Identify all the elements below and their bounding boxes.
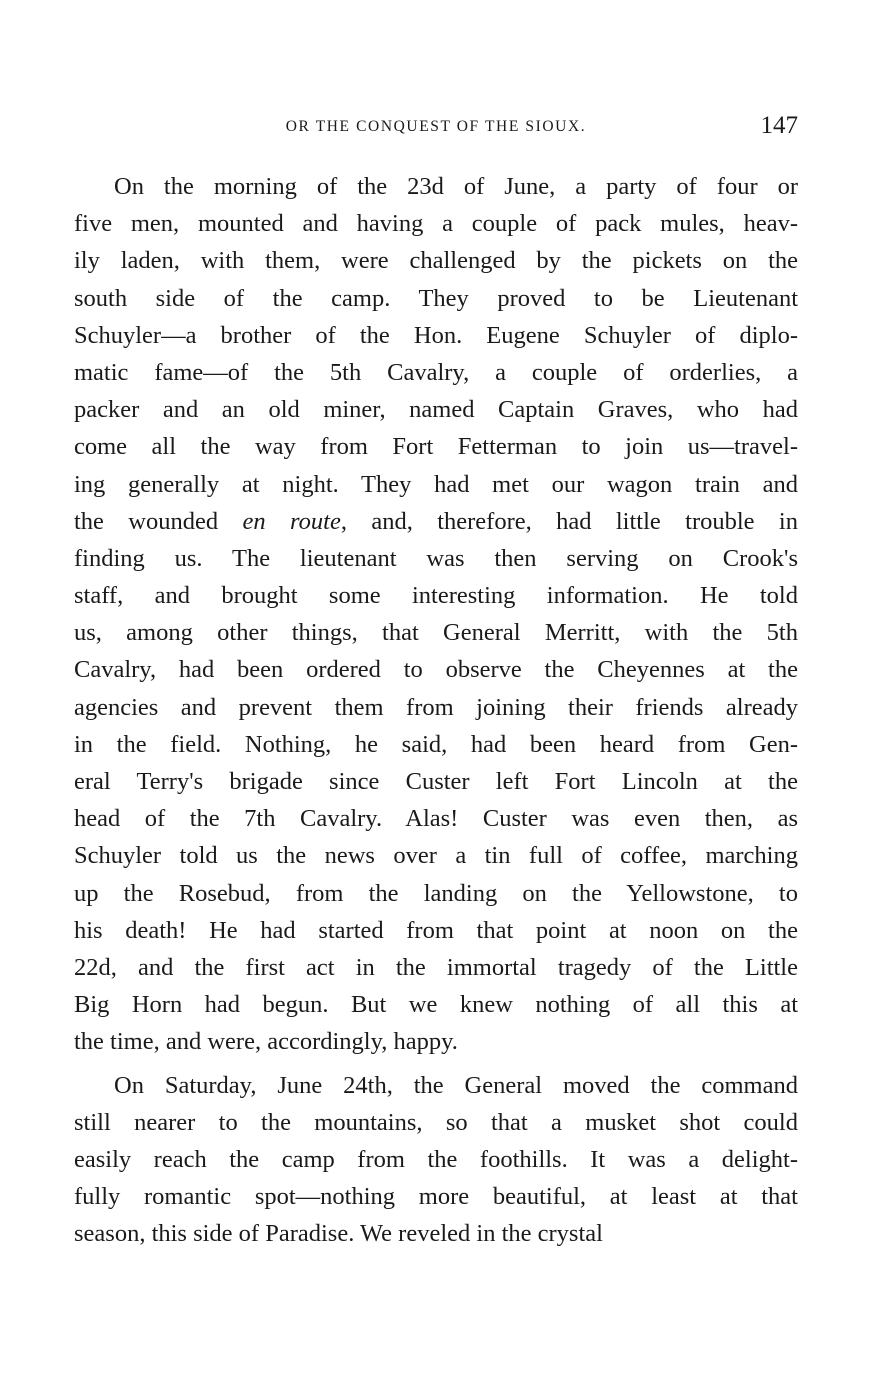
text-line: ing generally at night. They had met our wagon train and (74, 470, 798, 498)
text-line: finding us. The lieutenant was then serving on Crook's (74, 544, 798, 572)
text-line: Cavalry, had been ordered to observe the Cheyennes at the (74, 656, 798, 684)
text-line: agencies and prevent them from joining their friends already (74, 693, 798, 721)
text-line: up the Rosebud, from the landing on the Yellowstone, to (74, 879, 798, 907)
text-line: us, among other things, that General Merritt, with the 5th (74, 619, 798, 647)
text-line: Schuyler told us the news over a tin full of coffee, marching (74, 842, 798, 870)
text-line: easily reach the camp from the foothills. It was a delight- (74, 1145, 798, 1173)
emphasized-phrase: en route (242, 507, 341, 535)
text-line: five men, mounted and having a couple of pack mules, heav- (74, 210, 798, 238)
text-line: staff, and brought some interesting information. He told (74, 582, 798, 610)
text-line: matic fame—of the 5th Cavalry, a couple of orderlies, a (74, 358, 798, 386)
text-line: head of the 7th Cavalry. Alas! Custer was even then, as (74, 805, 798, 833)
paragraph (74, 168, 798, 1061)
text-line: ily laden, with them, were challenged by the pickets on the (74, 247, 798, 275)
text-line: his death! He had started from that point at noon on the (74, 916, 798, 944)
text-line: packer and an old miner, named Captain Graves, who had (74, 396, 798, 424)
text-line: the wounded en route, and, therefore, had little trouble in (74, 507, 798, 535)
text-line: south side of the camp. They proved to be Lieutenant (74, 284, 798, 312)
text-line: On Saturday, June 24th, the General moved the command (114, 1071, 798, 1099)
text-line: fully romantic spot—nothing more beautiful, at least at that (74, 1183, 798, 1211)
text-line: season, this side of Paradise. We reveled in the crystal (74, 1220, 603, 1248)
running-head: OR THE CONQUEST OF THE SIOUX. (285, 118, 587, 135)
body-text (74, 168, 798, 1252)
text-line: in the field. Nothing, he said, had been heard from Gen- (74, 730, 798, 758)
text-line: On the morning of the 23d of June, a party of four or (114, 173, 798, 200)
page-number: 147 (760, 112, 798, 139)
text-line: Big Horn had begun. But we knew nothing of all this at (74, 991, 798, 1019)
text-line: 22d, and the first act in the immortal tragedy of the Little (74, 953, 798, 981)
paragraph (74, 1067, 798, 1253)
page-header (74, 112, 798, 146)
text-line: Schuyler—a brother of the Hon. Eugene Schuyler of diplo- (74, 321, 798, 349)
text-line: the time, and were, accordingly, happy. (74, 1028, 458, 1056)
text-line: come all the way from Fort Fetterman to join us—travel- (74, 433, 798, 461)
text-line: still nearer to the mountains, so that a musket shot could (74, 1108, 798, 1136)
text-line: eral Terry's brigade since Custer left Fort Lincoln at the (74, 768, 798, 795)
